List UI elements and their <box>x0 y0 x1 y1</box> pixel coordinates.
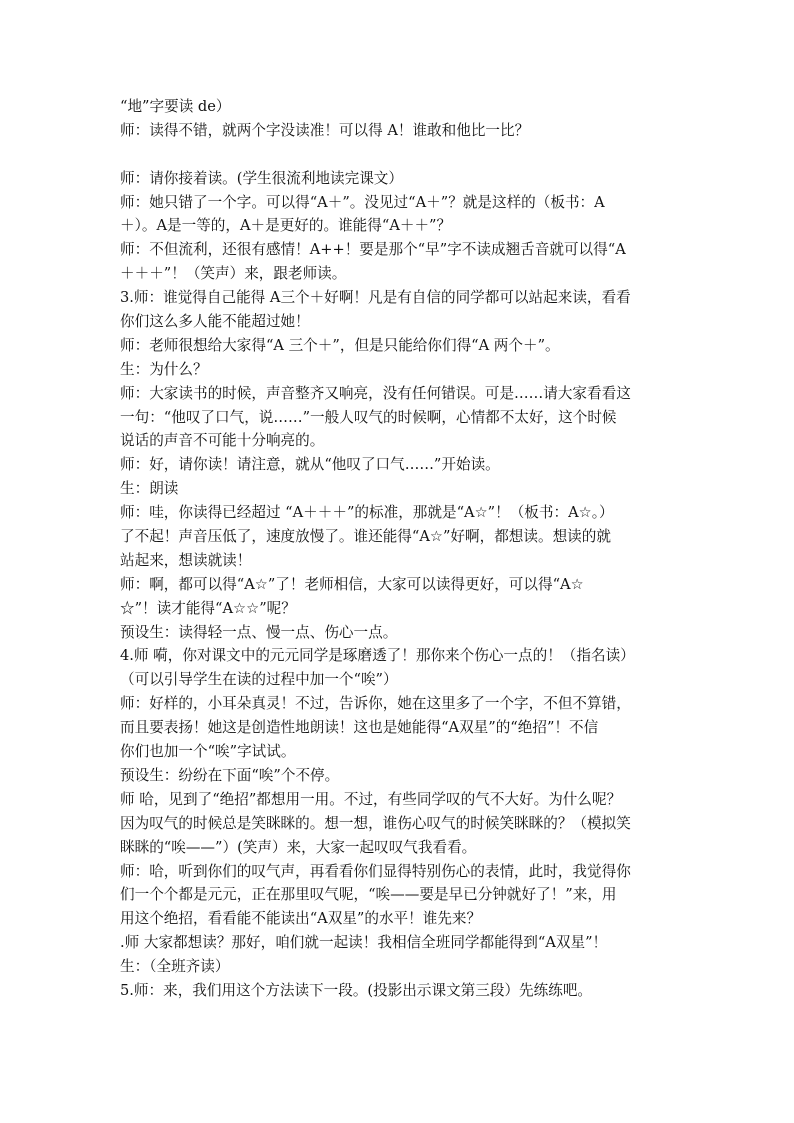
text-line: .师 大家都想读？那好，咱们就一起读！我相信全班同学都能得到“A双星”！ <box>120 934 608 952</box>
text-line: 4.师 嗬，你对课文中的元元同学是琢磨透了！那你来个伤心一点的！（指名读） <box>120 647 635 665</box>
text-line: 师：不但流利，还很有感情！A++！要是那个“早”字不读成翘舌音就可以得“A <box>120 241 626 259</box>
text-line: 们一个个都是元元，正在那里叹气呢，“唉——要是早已分钟就好了！”来，用 <box>120 886 617 904</box>
text-line: ＋）。A是一等的，A＋是更好的。谁能得“A＋＋”？ <box>120 217 452 235</box>
text-line: 说话的声音不可能十分响亮的。 <box>120 432 325 450</box>
text-line: 师：她只错了一个字。可以得“A＋”。没见过“A＋”？就是这样的（板书：A <box>120 193 605 211</box>
blank-line <box>120 143 680 167</box>
text-line: 师：大家读书的时候，声音整齐又响亮，没有任何错误。可是……请大家看看这 <box>120 384 631 402</box>
text-line: 预设生：纷纷在下面“唉”个不停。 <box>120 766 340 784</box>
text-line: 师：好样的，小耳朵真灵！不过，告诉你，她在这里多了一个字，不但不算错， <box>120 695 631 713</box>
text-line: 师：读得不错，就两个字没读准！可以得 A！谁敢和他比一比？ <box>120 121 530 139</box>
text-line: 师：老师很想给大家得“A 三个＋”，但是只能给你们得“A 两个＋”。 <box>120 336 560 354</box>
text-line: 眯眯的“唉——”）(笑声）来，大家一起叹叹气我看看。 <box>120 838 477 856</box>
text-line: 师：好，请你读！请注意，就从“他叹了口气……”开始读。 <box>120 456 500 474</box>
text-line: 你们这么多人能不能超过她！ <box>120 313 310 331</box>
text-line: 预设生：读得轻一点、慢一点、伤心一点。 <box>120 623 398 641</box>
text-line: 因为叹气的时候总是笑眯眯的。想一想，谁伤心叹气的时候笑眯眯的？（模拟笑 <box>120 814 631 832</box>
text-line: 一句：“他叹了口气，说……”一般人叹气的时候啊，心情都不太好，这个时候 <box>120 408 617 426</box>
text-line: 站起来，想读就读！ <box>120 551 252 569</box>
text-line: 了不起！声音压低了，速度放慢了。谁还能得“A☆”好啊，都想读。想读的就 <box>120 528 611 546</box>
text-line: 5.师：来，我们用这个方法读下一段。(投影出示课文第三段）先练练吧。 <box>120 981 593 999</box>
text-line: 生：朗读 <box>120 480 179 498</box>
text-line: 生：（全班齐读） <box>120 958 230 976</box>
text-line: “地”字要读 de） <box>120 98 231 115</box>
text-line: （可以引导学生在读的过程中加一个“唉”） <box>120 671 398 689</box>
text-line: 3.师：谁觉得自己能得 A三个＋好啊！凡是有自信的同学都可以站起来读，看看 <box>120 289 631 307</box>
text-line: ＋＋＋”！（笑声）来，跟老师读。 <box>120 265 347 283</box>
text-line: 而且要表扬！她这是创造性地朗读！这也是她能得“A双星”的“绝招”！不信 <box>120 719 599 737</box>
text-line: 师：哇，你读得已经超过 “A＋＋＋”的标准，那就是“A☆”！（板书：A☆。） <box>120 504 614 522</box>
text-line: 生：为什么？ <box>120 360 208 378</box>
text-line: ☆”！读才能得“A☆☆”呢？ <box>120 599 296 617</box>
text-line: 师：哈，听到你们的叹气声，再看看你们显得特别伤心的表情，此时，我觉得你 <box>120 862 631 880</box>
document-body <box>120 95 680 1003</box>
text-line: 师 哈，见到了“绝招”都想用一用。不过，有些同学叹的气不大好。为什么呢？ <box>120 790 622 808</box>
text-line: 师：请你接着读。(学生很流利地读完课文） <box>120 169 403 187</box>
text-line: 师：啊，都可以得“A☆”了！老师相信，大家可以读得更好，可以得“A☆ <box>120 575 584 593</box>
text-line: 用这个绝招，看看能不能读出“A双星”的水平！谁先来？ <box>120 910 482 928</box>
text-line: 你们也加一个“唉”字试试。 <box>120 743 296 761</box>
